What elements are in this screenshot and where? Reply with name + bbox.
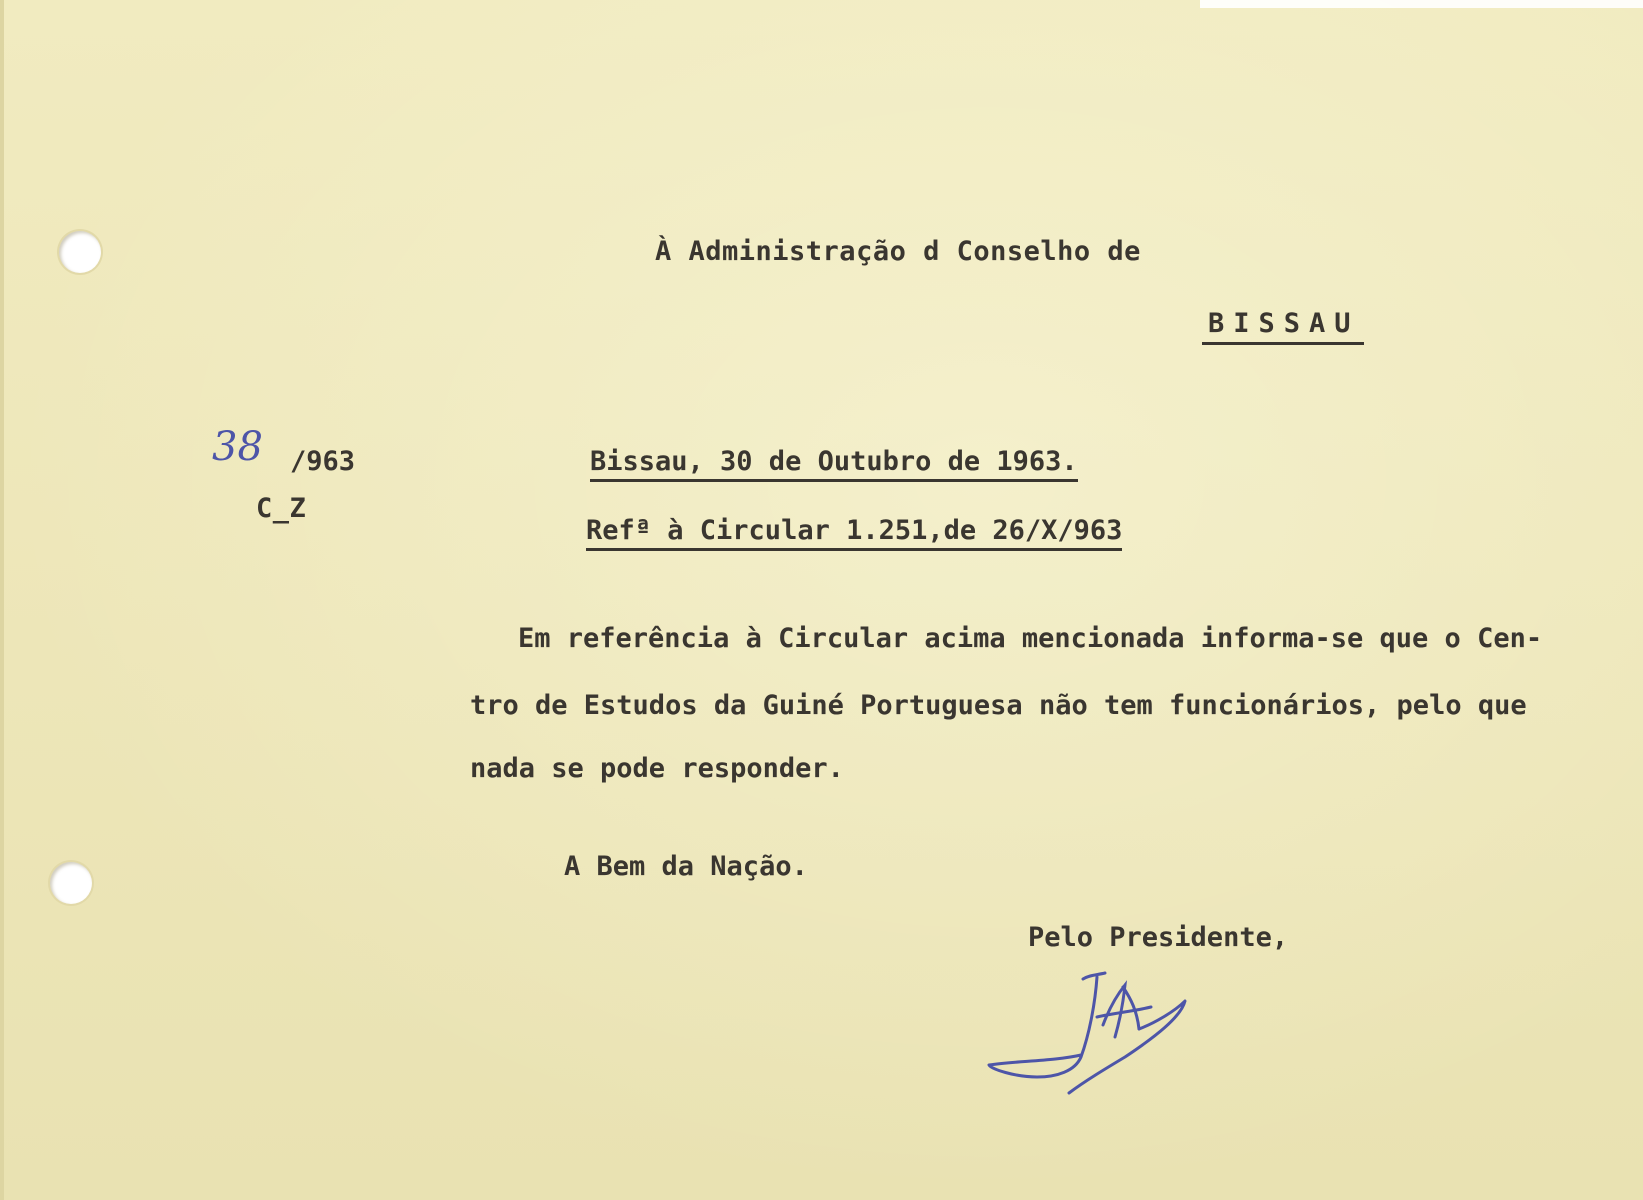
addressee-city: BISSAU (1202, 308, 1364, 345)
signatory-line: Pelo Presidente, (1028, 922, 1289, 953)
handwritten-signature (985, 965, 1195, 1100)
reference-line: Refª à Circular 1.251,de 26/X/963 (586, 515, 1122, 551)
body-line: Em referência à Circular acima mencionada informa-se que o Cen- (518, 623, 1543, 654)
punch-hole-bottom (50, 862, 92, 904)
punch-hole-top (59, 231, 101, 273)
date-line: Bissau, 30 de Outubro de 1963. (590, 446, 1078, 482)
closing-salutation: A Bem da Nação. (564, 851, 808, 882)
body-line: tro de Estudos da Guiné Portuguesa não tem funcionários, pelo que (470, 690, 1527, 721)
paper-torn-edge (1200, 0, 1643, 8)
addressee-line: À Administração d Conselho de (655, 236, 1141, 267)
protocol-year: /963 (290, 446, 356, 477)
protocol-number-handwritten: 38 (212, 424, 263, 470)
paper-left-edge (0, 0, 4, 1200)
protocol-code: C_Z (256, 493, 307, 524)
body-line: nada se pode responder. (470, 753, 844, 784)
